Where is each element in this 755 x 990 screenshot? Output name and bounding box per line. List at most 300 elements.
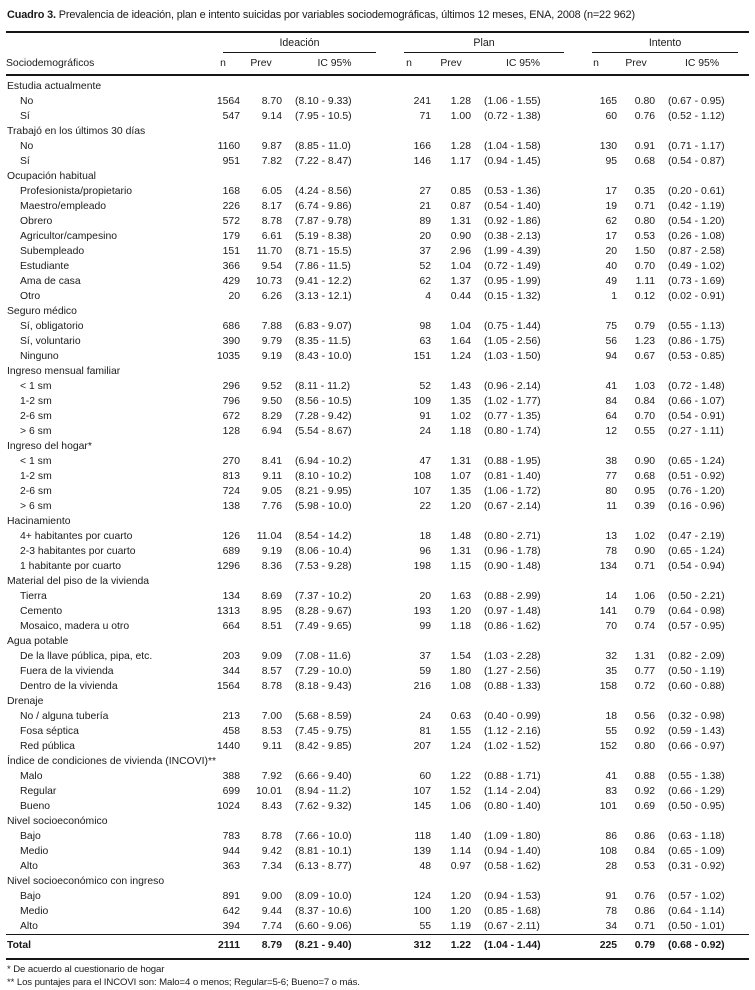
- row-label: Mosaico, madera u otro: [20, 621, 130, 632]
- value-cell: (1.09 - 1.80): [484, 831, 541, 842]
- value-cell: 1564: [216, 96, 240, 107]
- value-cell: 1.06: [634, 591, 656, 602]
- value-cell: 20: [605, 246, 618, 257]
- value-cell: 168: [222, 186, 240, 197]
- value-cell: 1.64: [450, 336, 471, 347]
- column-header-n: n: [206, 54, 240, 75]
- value-cell: (0.58 - 1.62): [484, 861, 541, 872]
- value-cell: 1296: [216, 561, 240, 572]
- value-cell: 10.01: [255, 786, 282, 797]
- value-cell: 32: [605, 651, 618, 662]
- value-cell: 152: [599, 741, 618, 752]
- table-row: [6, 139, 749, 154]
- value-cell: 363: [222, 861, 240, 872]
- value-cell: (0.42 - 1.19): [668, 201, 725, 212]
- value-cell: (5.98 - 10.0): [295, 501, 352, 512]
- value-cell: 1.03: [634, 381, 656, 392]
- value-cell: (1.27 - 2.56): [484, 666, 541, 677]
- value-cell: 1.55: [450, 726, 471, 737]
- value-cell: 60: [419, 771, 431, 782]
- value-cell: 84: [605, 396, 618, 407]
- row-label: Alto: [20, 861, 38, 872]
- group-label: Intento: [592, 37, 738, 53]
- value-cell: 0.71: [634, 561, 656, 572]
- value-cell: 394: [222, 921, 240, 932]
- value-cell: 1.28: [450, 96, 471, 107]
- value-cell: 12: [605, 426, 618, 437]
- section-row: [6, 874, 749, 889]
- group-label: Ideación: [223, 37, 376, 53]
- value-cell: 48: [419, 861, 431, 872]
- group-label: Plan: [404, 37, 564, 53]
- value-cell: (0.94 - 1.53): [484, 891, 541, 902]
- value-cell: (8.42 - 9.85): [295, 741, 352, 752]
- row-label: 2-3 habitantes por cuarto: [20, 546, 136, 557]
- table-row: [6, 409, 749, 424]
- value-cell: 1035: [216, 351, 240, 362]
- value-cell: 1.14: [450, 846, 471, 857]
- value-cell: (7.45 - 9.75): [295, 726, 352, 737]
- row-label: Ninguno: [20, 351, 59, 362]
- value-cell: (0.54 - 0.87): [668, 156, 725, 167]
- value-cell: 151: [222, 246, 240, 257]
- value-cell: 96: [419, 546, 431, 557]
- value-cell: (1.05 - 2.56): [484, 336, 541, 347]
- value-cell: 0.90: [634, 456, 656, 467]
- table-row: [6, 214, 749, 229]
- value-cell: (0.88 - 2.99): [484, 591, 541, 602]
- value-cell: (0.20 - 0.61): [668, 186, 725, 197]
- value-cell: 572: [222, 216, 240, 227]
- section-row: [6, 75, 749, 94]
- total-row: [6, 935, 749, 960]
- value-cell: 165: [599, 96, 618, 107]
- value-cell: 70: [605, 621, 618, 632]
- table-row: [6, 229, 749, 244]
- value-cell: 241: [413, 96, 431, 107]
- value-cell: 8.95: [261, 606, 282, 617]
- value-cell: 1313: [216, 606, 240, 617]
- value-cell: (0.40 - 0.99): [484, 711, 541, 722]
- group-header-intento: [575, 32, 749, 54]
- section-row: [6, 574, 749, 589]
- column-header-ic95: IC 95%: [471, 54, 575, 75]
- value-cell: 146: [413, 156, 431, 167]
- value-cell: (7.86 - 11.5): [295, 261, 351, 272]
- row-label: Fosa séptica: [20, 726, 79, 737]
- value-cell: (0.50 - 1.01): [668, 921, 725, 932]
- value-cell: 1.37: [450, 276, 471, 287]
- row-label: Profesionista/propietario: [20, 186, 133, 197]
- table-row: [6, 454, 749, 469]
- value-cell: 75: [605, 321, 618, 332]
- value-cell: 296: [222, 381, 240, 392]
- value-cell: 134: [599, 561, 618, 572]
- table-row: [6, 904, 749, 919]
- table-row: [6, 94, 749, 109]
- value-cell: 796: [222, 396, 240, 407]
- value-cell: 1.28: [450, 141, 471, 152]
- value-cell: 6.61: [261, 231, 282, 242]
- row-label: Alto: [20, 921, 38, 932]
- value-cell: (0.66 - 0.97): [668, 741, 725, 752]
- row-label: No / alguna tubería: [20, 711, 109, 722]
- footnote-2: ** Los puntajes para el INCOVI son: Malo=4 o menos; Regular=5-6; Bueno=7 o más.: [7, 976, 360, 988]
- row-label: Medio: [20, 906, 49, 917]
- value-cell: (0.72 - 1.49): [484, 261, 541, 272]
- column-header-row: [6, 54, 749, 75]
- row-label: Regular: [20, 786, 57, 797]
- value-cell: 1.40: [450, 831, 471, 842]
- row-label: Bajo: [20, 831, 41, 842]
- value-cell: 9.42: [261, 846, 282, 857]
- value-cell: 1.02: [634, 531, 656, 542]
- value-cell: 0.69: [634, 801, 656, 812]
- value-cell: 8.41: [261, 456, 282, 467]
- value-cell: 145: [413, 801, 431, 812]
- table-row: [6, 274, 749, 289]
- value-cell: (1.04 - 1.44): [471, 935, 575, 960]
- value-cell: (0.81 - 1.40): [484, 471, 541, 482]
- table-row: [6, 154, 749, 169]
- row-label: Fuera de la vivienda: [20, 666, 114, 677]
- value-cell: (0.94 - 1.40): [484, 846, 541, 857]
- value-cell: 151: [413, 351, 431, 362]
- value-cell: 27: [419, 186, 431, 197]
- value-cell: (0.63 - 1.18): [668, 831, 725, 842]
- row-label: Sí, voluntario: [20, 336, 81, 347]
- value-cell: 0.92: [634, 786, 656, 797]
- value-cell: 62: [419, 276, 431, 287]
- value-cell: 429: [222, 276, 240, 287]
- value-cell: 0.70: [634, 411, 656, 422]
- value-cell: 672: [222, 411, 240, 422]
- value-cell: 0.80: [634, 216, 656, 227]
- value-cell: 59: [419, 666, 431, 677]
- value-cell: (7.62 - 9.32): [295, 801, 352, 812]
- row-label: 1-2 sm: [20, 396, 52, 407]
- value-cell: 49: [605, 276, 618, 287]
- value-cell: 34: [605, 921, 618, 932]
- value-cell: (0.86 - 1.75): [668, 336, 725, 347]
- value-cell: 1.07: [450, 471, 471, 482]
- value-cell: 7.00: [261, 711, 282, 722]
- value-cell: 0.35: [634, 186, 656, 197]
- value-cell: (7.95 - 10.5): [295, 111, 352, 122]
- value-cell: (1.99 - 4.39): [484, 246, 541, 257]
- group-header-ideacion: [206, 32, 387, 54]
- table-row: [6, 769, 749, 784]
- value-cell: 2111: [206, 935, 240, 960]
- table-row: [6, 784, 749, 799]
- value-cell: 642: [222, 906, 240, 917]
- value-cell: 7.92: [261, 771, 282, 782]
- table-row: [6, 259, 749, 274]
- column-header-n: n: [575, 54, 617, 75]
- value-cell: 81: [419, 726, 431, 737]
- table-row: [6, 649, 749, 664]
- value-cell: 7.88: [261, 321, 282, 332]
- value-cell: 1.22: [431, 935, 471, 960]
- footnotes: [7, 964, 749, 989]
- value-cell: 213: [222, 711, 240, 722]
- value-cell: (0.94 - 1.45): [484, 156, 541, 167]
- value-cell: 40: [605, 261, 618, 272]
- row-label: < 1 sm: [20, 381, 52, 392]
- value-cell: 0.90: [634, 546, 656, 557]
- value-cell: (0.67 - 0.95): [668, 96, 725, 107]
- value-cell: (0.87 - 2.58): [668, 246, 725, 257]
- column-header-ic95: IC 95%: [655, 54, 749, 75]
- table-row: [6, 589, 749, 604]
- row-label: No: [20, 96, 34, 107]
- value-cell: 1.48: [450, 531, 471, 542]
- value-cell: (0.80 - 1.74): [484, 426, 541, 437]
- table-row: [6, 604, 749, 619]
- row-label: Otro: [20, 291, 41, 302]
- value-cell: 0.63: [450, 711, 471, 722]
- value-cell: 9.87: [261, 141, 282, 152]
- value-cell: 0.67: [634, 351, 656, 362]
- value-cell: 101: [599, 801, 618, 812]
- table-row: [6, 679, 749, 694]
- value-cell: 226: [222, 201, 240, 212]
- value-cell: (5.68 - 8.59): [295, 711, 352, 722]
- value-cell: 8.43: [261, 801, 282, 812]
- value-cell: 9.79: [261, 336, 282, 347]
- value-cell: (7.87 - 9.78): [295, 216, 352, 227]
- value-cell: 0.39: [634, 501, 656, 512]
- value-cell: (3.13 - 12.1): [295, 291, 352, 302]
- value-cell: 41: [605, 381, 618, 392]
- value-cell: 9.19: [261, 546, 282, 557]
- value-cell: (8.06 - 10.4): [295, 546, 352, 557]
- value-cell: 0.79: [634, 321, 656, 332]
- value-cell: 9.14: [261, 111, 282, 122]
- value-cell: 24: [419, 711, 431, 722]
- value-cell: (0.27 - 1.11): [668, 426, 724, 437]
- value-cell: 17: [605, 231, 618, 242]
- value-cell: 699: [222, 786, 240, 797]
- section-row: [6, 634, 749, 649]
- row-label: Agricultor/campesino: [20, 231, 118, 242]
- value-cell: (0.57 - 0.95): [668, 621, 725, 632]
- value-cell: 0.74: [634, 621, 656, 632]
- section-label: Trabajó en los últimos 30 días: [7, 126, 146, 137]
- value-cell: 0.79: [634, 606, 656, 617]
- value-cell: 1.00: [450, 111, 471, 122]
- value-cell: 9.00: [261, 891, 282, 902]
- value-cell: (0.02 - 0.91): [668, 291, 725, 302]
- value-cell: 37: [419, 246, 431, 257]
- value-cell: (0.47 - 2.19): [668, 531, 725, 542]
- section-row: [6, 694, 749, 709]
- value-cell: (1.12 - 2.16): [484, 726, 541, 737]
- value-cell: 783: [222, 831, 240, 842]
- value-cell: 19: [605, 201, 618, 212]
- value-cell: 1024: [216, 801, 240, 812]
- value-cell: 8.78: [261, 831, 282, 842]
- value-cell: 124: [413, 891, 431, 902]
- row-label: Malo: [20, 771, 43, 782]
- section-label: Nivel socioeconómico con ingreso: [7, 876, 165, 887]
- value-cell: 55: [419, 921, 431, 932]
- value-cell: 1: [611, 291, 618, 302]
- table-row: [6, 394, 749, 409]
- value-cell: (7.66 - 10.0): [295, 831, 352, 842]
- value-cell: 203: [222, 651, 240, 662]
- value-cell: (0.82 - 2.09): [668, 651, 725, 662]
- value-cell: 1.04: [450, 321, 471, 332]
- value-cell: 20: [419, 591, 431, 602]
- value-cell: 0.68: [634, 156, 656, 167]
- value-cell: (0.51 - 0.92): [668, 471, 725, 482]
- value-cell: (0.86 - 1.62): [484, 621, 541, 632]
- value-cell: (0.88 - 1.95): [484, 456, 541, 467]
- value-cell: (0.53 - 0.85): [668, 351, 725, 362]
- value-cell: 18: [419, 531, 431, 542]
- row-label: 1-2 sm: [20, 471, 52, 482]
- value-cell: 138: [222, 501, 240, 512]
- table-row: [6, 289, 749, 304]
- value-cell: 141: [599, 606, 618, 617]
- value-cell: 2.96: [450, 246, 471, 257]
- value-cell: 813: [222, 471, 240, 482]
- row-label: Obrero: [20, 216, 53, 227]
- value-cell: 1.31: [450, 456, 471, 467]
- value-cell: (8.85 - 11.0): [295, 141, 351, 152]
- value-cell: (0.38 - 2.13): [484, 231, 541, 242]
- value-cell: (0.75 - 1.44): [484, 321, 541, 332]
- value-cell: 134: [222, 591, 240, 602]
- section-row: [6, 814, 749, 829]
- section-label: Hacinamiento: [7, 516, 71, 527]
- table-row: [6, 859, 749, 874]
- value-cell: 1.19: [450, 921, 471, 932]
- value-cell: 41: [605, 771, 618, 782]
- row-label: Medio: [20, 846, 49, 857]
- group-header-row: [6, 32, 749, 54]
- table-row: [6, 919, 749, 935]
- value-cell: 7.82: [261, 156, 282, 167]
- table-row: [6, 424, 749, 439]
- section-label: Material del piso de la vivienda: [7, 576, 150, 587]
- value-cell: 388: [222, 771, 240, 782]
- value-cell: 0.88: [634, 771, 656, 782]
- value-cell: 108: [599, 846, 618, 857]
- value-cell: 100: [413, 906, 431, 917]
- section-label: Estudia actualmente: [7, 81, 102, 92]
- value-cell: (6.83 - 9.07): [295, 321, 352, 332]
- value-cell: 1.35: [450, 486, 471, 497]
- value-cell: (5.19 - 8.38): [295, 231, 352, 242]
- value-cell: (6.66 - 9.40): [295, 771, 352, 782]
- value-cell: 21: [419, 201, 431, 212]
- value-cell: 130: [599, 141, 618, 152]
- value-cell: 71: [419, 111, 431, 122]
- table-row: [6, 544, 749, 559]
- value-cell: 56: [605, 336, 618, 347]
- value-cell: 1.35: [450, 396, 471, 407]
- stub-spacer: [6, 32, 206, 54]
- value-cell: (0.65 - 1.24): [668, 456, 725, 467]
- value-cell: (1.02 - 1.52): [484, 741, 541, 752]
- value-cell: 9.05: [261, 486, 282, 497]
- value-cell: (0.76 - 1.20): [668, 486, 725, 497]
- row-label: Bajo: [20, 891, 41, 902]
- value-cell: 89: [419, 216, 431, 227]
- value-cell: 0.80: [634, 741, 656, 752]
- value-cell: 0.71: [634, 201, 656, 212]
- value-cell: (0.54 - 1.40): [484, 201, 541, 212]
- section-label: Ocupación habitual: [7, 171, 96, 182]
- row-label: 4+ habitantes por cuarto: [20, 531, 133, 542]
- value-cell: 664: [222, 621, 240, 632]
- value-cell: 11.04: [256, 531, 282, 542]
- value-cell: 0.71: [634, 921, 656, 932]
- row-label: > 6 sm: [20, 501, 52, 512]
- value-cell: (7.37 - 10.2): [295, 591, 352, 602]
- row-label: Dentro de la vivienda: [20, 681, 118, 692]
- value-cell: 7.76: [261, 501, 282, 512]
- value-cell: 1.20: [450, 606, 471, 617]
- table-row: [6, 109, 749, 124]
- value-cell: (0.16 - 0.96): [668, 501, 725, 512]
- value-cell: 458: [222, 726, 240, 737]
- value-cell: (0.53 - 1.36): [484, 186, 541, 197]
- value-cell: (0.71 - 1.17): [668, 141, 725, 152]
- section-row: [6, 364, 749, 379]
- column-header-prev: Prev: [617, 54, 655, 75]
- value-cell: 0.72: [634, 681, 656, 692]
- value-cell: 0.80: [634, 96, 656, 107]
- value-cell: 9.11: [262, 471, 282, 482]
- value-cell: (0.90 - 1.48): [484, 561, 541, 572]
- value-cell: (8.10 - 10.2): [295, 471, 352, 482]
- value-cell: 4: [425, 291, 431, 302]
- value-cell: 166: [413, 141, 431, 152]
- value-cell: (6.60 - 9.06): [295, 921, 352, 932]
- row-label: Subempleado: [20, 246, 85, 257]
- value-cell: (0.54 - 0.94): [668, 561, 725, 572]
- value-cell: (8.71 - 15.5): [295, 246, 352, 257]
- value-cell: 944: [222, 846, 240, 857]
- value-cell: 78: [605, 906, 618, 917]
- value-cell: 1.02: [450, 411, 471, 422]
- value-cell: (0.95 - 1.99): [484, 276, 541, 287]
- column-header-prev: Prev: [240, 54, 282, 75]
- table-row: [6, 349, 749, 364]
- table-row: [6, 379, 749, 394]
- value-cell: 951: [222, 156, 240, 167]
- value-cell: 28: [605, 861, 618, 872]
- value-cell: (0.64 - 0.98): [668, 606, 725, 617]
- value-cell: 62: [605, 216, 618, 227]
- value-cell: 312: [387, 935, 431, 960]
- value-cell: 193: [413, 606, 431, 617]
- value-cell: 0.56: [634, 711, 656, 722]
- value-cell: (7.08 - 11.6): [295, 651, 351, 662]
- value-cell: (8.94 - 11.2): [295, 786, 351, 797]
- value-cell: 107: [413, 786, 431, 797]
- value-cell: 0.53: [634, 231, 656, 242]
- value-cell: 0.84: [634, 846, 656, 857]
- section-row: [6, 514, 749, 529]
- table-row: [6, 844, 749, 859]
- value-cell: (0.67 - 2.11): [484, 921, 540, 932]
- table-row: [6, 319, 749, 334]
- section-row: [6, 754, 749, 769]
